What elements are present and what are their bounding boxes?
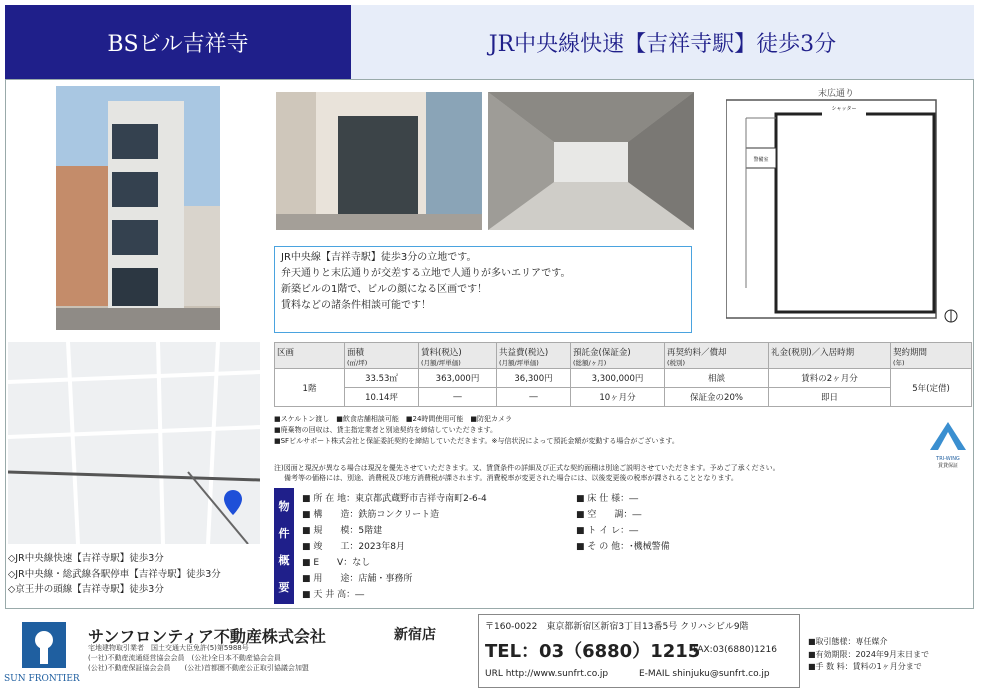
building-name-banner: BSビル吉祥寺 [5,5,351,79]
spec-header-sub: (税別) [667,359,686,367]
table-row [275,388,972,407]
detail-row: ■ 規 模：5階建 [302,526,383,536]
details-label-char: 件 [278,526,290,540]
company-name: サンフロンティア不動産株式会社 [88,627,326,646]
brand-name: SUN FRONTIER [4,674,80,684]
floorplan-street-label: 末広通り [817,89,855,99]
storefront-photo [276,92,482,230]
license-info [88,643,309,673]
access-item: ◇JR中央線快速【吉祥寺駅】徒歩3分 [8,553,164,564]
spec-header-sub: (月額/坪単価) [499,359,539,367]
detail-row: ■ 用 途：店舗・事務所 [302,574,413,584]
sun-frontier-logo [22,622,66,668]
fax-number: FAX:03(6880)1216 [693,645,777,655]
detail-row: ■ ト イ レ：― [576,526,639,536]
details-label [274,488,294,604]
term-line: ■手 数 料：賃料の1ヶ月分まで [808,662,922,671]
spec-header-row [275,343,972,369]
detail-row: ■ 竣 工：2023年8月 [302,542,405,552]
spec-cell: ― [419,388,497,407]
term-line: ■取引態様：専任媒介 [808,637,888,646]
detail-row: ■ そ の 他：･機械警備 [576,542,670,552]
spec-header-sub: (㎡/坪) [347,359,368,367]
floor-plan [726,88,961,323]
spec-header-sub: (総額/ヶ月) [573,359,607,367]
address: 〒160-0022 東京都新宿区新宿3丁目13番5号 クリハシビル9階 [485,622,749,632]
table-row [275,369,972,388]
intro-line: 新築ビルの1階で、ビルの顔になる区画です！ [281,284,488,295]
spec-term: 5年(定借) [891,369,972,407]
spec-table [274,342,972,407]
tri-wing-caption: 賃貸保証 [937,463,958,469]
license-line: (一社)不動産流通経営協会会員 (公社)全日本不動産協会会員 [88,654,281,662]
website-link[interactable]: URL http://www.sunfrt.co.jp [485,669,609,679]
intro-line: JR中央線【吉祥寺駅】徒歩3分の立地です。 [281,252,477,263]
license-line: (公社)不動産保証協会会員 (公社)首都圏不動産公正取引協議会加盟 [88,664,309,672]
details-label-char: 概 [278,553,290,567]
contact-box [478,614,800,688]
detail-row: ■ 所 在 地：東京都武蔵野市吉祥寺南町2-6-4 [302,494,487,504]
note-line: ■スケルトン渡し ■飲食店舗相談可能 ■24時間使用可能 ■防犯カメラ [274,415,513,423]
term-line: ■有効期限：2024年9月末日まで [808,649,930,659]
intro-line: 弁天通りと末広通りが交差する立地で人通りが多いエリアです。 [281,268,571,279]
property-details [274,488,694,604]
spec-header: 賃料(税込) [421,348,462,358]
access-item: ◇京王井の頭線【吉祥寺駅】徒歩3分 [8,584,164,595]
disclaimer-line: 備考等の価格には、別途、消費税及び地方消費税が課されます。消費税率が変更された場合には、以後変更後の税率が課されることとなります。 [284,474,738,482]
access-list [8,551,221,598]
detail-row: ■ 構 造：鉄筋コンクリート造 [302,510,440,520]
detail-row: ■ 空 調：― [576,510,642,520]
transaction-terms [808,636,929,674]
disclaimer-line: 注)図面と現況が異なる場合は現況を優先させていただきます。又、賃貸条件の詳細及び正式な契約面積は別途ご説明させていただきます。予めご了承ください。 [274,464,780,472]
spec-cell: 3,300,000円 [571,369,665,388]
tri-wing-name: TRI-WING [936,456,960,462]
spec-header: 礼金(税別)／入居時期 [771,348,855,358]
details-label-char: 要 [278,580,290,594]
building-exterior-photo [56,86,220,330]
spec-cell: 363,000円 [419,369,497,388]
interior-photo [488,92,694,230]
detail-row: ■ 天 井 高：― [302,590,365,600]
spec-header-sub: (月額/坪単価) [421,359,461,367]
spec-header-sub: (年) [893,359,905,367]
spec-cell: 36,300円 [497,369,571,388]
branch-name: 新宿店 [394,627,436,643]
area-map [8,342,260,544]
license-line: 宅地建物取引業者 国土交通大臣免許(5)第5988号 [88,644,249,652]
spec-header: 契約期間 [893,348,928,358]
intro-box [274,246,692,333]
spec-cell: 即日 [769,388,891,407]
tel-number: TEL：03（6880）1215 [485,641,701,662]
notes [274,414,924,447]
note-line: ■SFビルサポート株式会社と保証委託契約を締結していただきます。※与信状況によって預託金額が変動する場合がございます。 [274,437,679,445]
spec-floor: 1階 [275,369,345,407]
details-label-char: 物 [278,499,290,513]
floorplan-room-label: 警備室 [753,157,769,163]
spec-cell: 10ヶ月分 [571,388,665,407]
spec-header: 再契約料／償却 [667,348,727,358]
spec-header: 区画 [277,348,295,358]
disclaimer [274,463,924,483]
station-access-banner: JR中央線快速【吉祥寺駅】徒歩3分 [351,5,974,79]
spec-cell: 10.14坪 [345,388,419,407]
email-link[interactable]: E-MAIL shinjuku@sunfrt.co.jp [639,669,770,679]
spec-cell: 相談 [665,369,769,388]
floorplan-shutter-label: シャッター [831,106,857,112]
detail-row: ■ E V：なし [302,558,371,568]
spec-cell: ― [497,388,571,407]
spec-cell: 33.53㎡ [345,369,419,388]
note-line: ■廃棄物の回収は、貸主指定業者と別途契約を締結していただきます。 [274,426,498,434]
spec-header: 面積 [347,348,365,358]
spec-header: 共益費(税込) [499,348,549,358]
spec-cell: 賃料の2ヶ月分 [769,369,891,388]
tri-wing-logo [928,420,968,470]
intro-line: 賃料などの諸条件相談可能です！ [281,300,431,311]
spec-header: 預託金(保証金) [573,348,631,358]
spec-cell: 保証金の20% [665,388,769,407]
detail-row: ■ 床 仕 様：― [576,494,639,504]
access-item: ◇JR中央線・総武線各駅停車【吉祥寺駅】徒歩3分 [8,568,221,580]
